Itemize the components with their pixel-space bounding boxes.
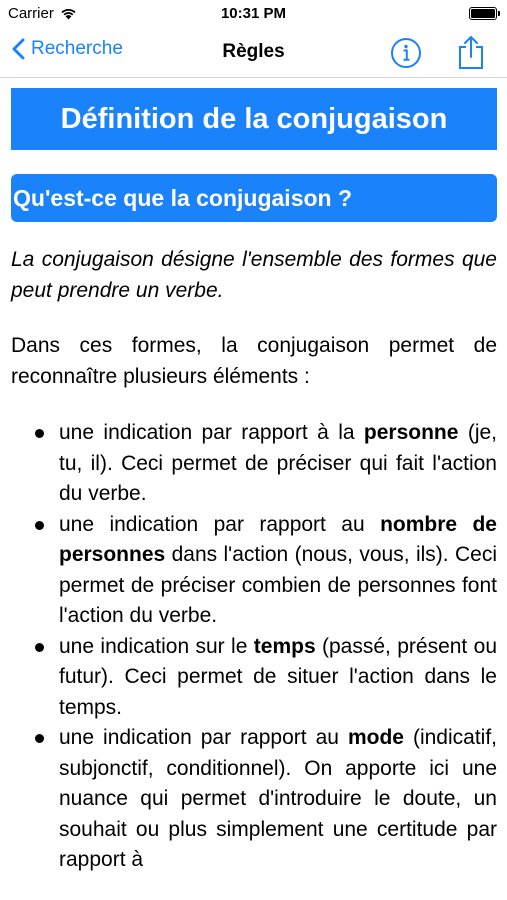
status-bar — [0, 0, 507, 28]
nav-title: Règles — [222, 41, 285, 62]
list-item-text-after: (passé, présent ou futur). Ceci permet de situer l'action dans le temps. — [59, 634, 497, 719]
info-icon — [390, 37, 422, 69]
share-icon — [456, 34, 486, 70]
list-item-text-after: (indicatif, subjonctif, conditionnel). On apporte ici une nuance qui permet d'introduire le doute, un souhait ou plus simplement une certitude par rapport à — [59, 726, 497, 871]
list-item — [11, 418, 497, 510]
list-item-bold: mode — [347, 726, 404, 749]
battery-icon — [469, 7, 497, 20]
list-item-text-before: une indication par rapport au — [59, 512, 381, 536]
list-item — [11, 510, 497, 632]
bullet-dot-icon — [35, 429, 44, 438]
list-item — [11, 632, 497, 724]
rules-content — [11, 88, 497, 876]
bullet-dot-icon — [35, 734, 44, 743]
section-title: Qu'est-ce que la conjugaison ? — [11, 174, 497, 222]
list-item-bold: temps — [253, 634, 316, 658]
list-item — [11, 723, 497, 876]
intro-text: La conjugaison désigne l'ensemble des formes que peut prendre un verbe. — [11, 248, 497, 302]
bullet-list — [11, 418, 497, 876]
list-item-text-after: dans l'action (nous, vous, ils). Ceci permet de préciser combien de personnes font l'action du verbe. — [59, 543, 497, 627]
list-item-bold: nombre de personnes — [59, 512, 497, 566]
list-item-text-before: une indication sur le — [59, 634, 254, 658]
carrier-label: Carrier — [8, 5, 54, 22]
status-time: 10:31 PM — [220, 5, 287, 22]
back-button-label: Recherche — [31, 38, 123, 59]
bullet-dot-icon — [35, 643, 44, 652]
list-item-bold: personne — [363, 421, 459, 444]
bullet-dot-icon — [35, 521, 44, 530]
list-item-text-before: une indication par rapport au — [59, 726, 348, 749]
info-button[interactable] — [390, 37, 422, 74]
page-title: Définition de la conjugaison — [11, 88, 497, 150]
list-item-text-before: une indication par rapport à la — [59, 421, 364, 444]
navigation-bar — [0, 28, 507, 78]
list-item-text-after: (je, tu, il). Ceci permet de préciser qui fait l'action du verbe. — [59, 421, 497, 505]
share-button[interactable] — [456, 34, 486, 75]
paragraph-text: Dans ces formes, la conjugaison permet de reconnaître plusieurs éléments : — [11, 334, 497, 388]
